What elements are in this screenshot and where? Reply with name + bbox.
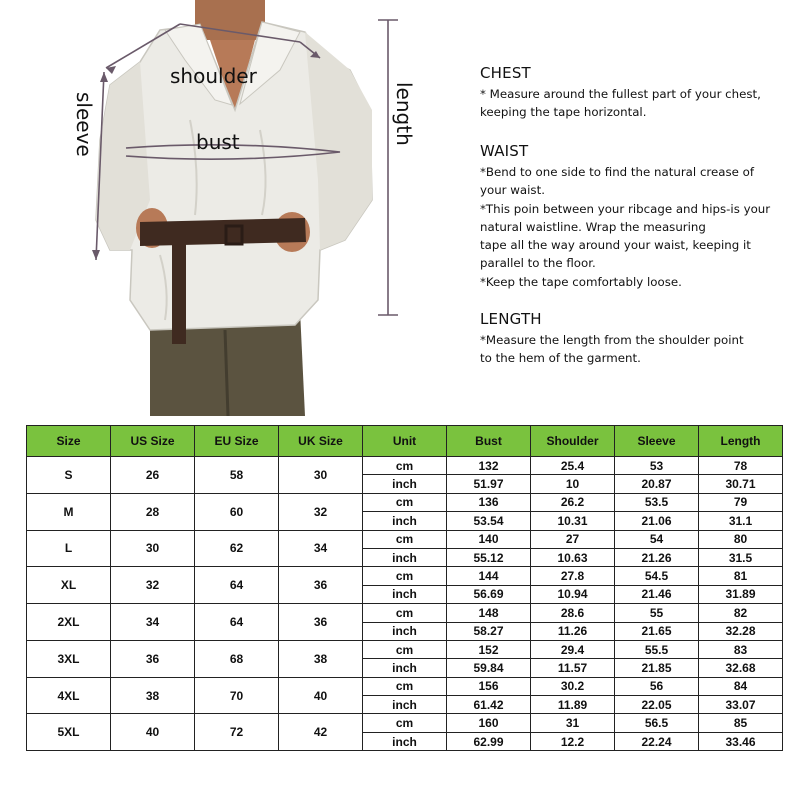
shoulder-cell: 31 <box>531 714 615 732</box>
us-size-cell: 32 <box>111 567 195 604</box>
waist-line: tape all the way around your waist, keeping it <box>480 238 751 253</box>
eu-size-cell: 60 <box>195 493 279 530</box>
bust-cell: 160 <box>447 714 531 732</box>
waist-line: parallel to the floor. <box>480 256 596 271</box>
table-row <box>27 640 783 658</box>
length-cell: 82 <box>699 604 783 622</box>
sleeve-cell: 54.5 <box>615 567 699 585</box>
shoulder-cell: 27 <box>531 530 615 548</box>
eu-size-cell: 70 <box>195 677 279 714</box>
sleeve-cell: 21.85 <box>615 659 699 677</box>
length-cell: 83 <box>699 640 783 658</box>
sleeve-cell: 55 <box>615 604 699 622</box>
size-chart-table <box>26 425 783 751</box>
eu-size-cell: 72 <box>195 714 279 751</box>
size-cell: 5XL <box>27 714 111 751</box>
bust-cell: 53.54 <box>447 512 531 530</box>
eu-size-cell: 62 <box>195 530 279 567</box>
bust-cell: 132 <box>447 457 531 475</box>
table-row <box>27 677 783 695</box>
length-cell: 31.89 <box>699 585 783 603</box>
bust-cell: 51.97 <box>447 475 531 493</box>
uk-size-cell: 36 <box>279 604 363 641</box>
shoulder-cell: 11.89 <box>531 696 615 714</box>
unit-inch-cell: inch <box>363 512 447 530</box>
size-table-body <box>27 457 783 751</box>
unit-inch-cell: inch <box>363 622 447 640</box>
waist-line: *Bend to one side to find the natural crease of <box>480 165 755 179</box>
length-cell: 79 <box>699 493 783 511</box>
length-cell: 85 <box>699 714 783 732</box>
uk-size-cell: 38 <box>279 640 363 677</box>
length-cell: 81 <box>699 567 783 585</box>
sleeve-cell: 21.06 <box>615 512 699 530</box>
waist-line: natural waistline. Wrap the measuring <box>480 219 706 234</box>
eu-size-cell: 68 <box>195 640 279 677</box>
unit-inch-cell: inch <box>363 732 447 750</box>
chest-line: keeping the tape horizontal. <box>480 105 647 120</box>
shoulder-cell: 25.4 <box>531 457 615 475</box>
size-cell: 4XL <box>27 677 111 714</box>
shoulder-cell: 27.8 <box>531 567 615 585</box>
sleeve-cell: 53.5 <box>615 493 699 511</box>
unit-cm-cell: cm <box>363 714 447 732</box>
uk-size-cell: 34 <box>279 530 363 567</box>
us-size-cell: 26 <box>111 457 195 494</box>
length-line: to the hem of the garment. <box>480 351 641 366</box>
sleeve-label: sleeve <box>72 92 96 157</box>
sleeve-cell: 21.65 <box>615 622 699 640</box>
chest-instructions <box>480 64 780 122</box>
bust-cell: 152 <box>447 640 531 658</box>
bust-cell: 156 <box>447 677 531 695</box>
shirt-illustration <box>0 0 420 416</box>
shoulder-cell: 10.31 <box>531 512 615 530</box>
header-size: Size <box>27 426 111 457</box>
unit-inch-cell: inch <box>363 475 447 493</box>
bust-cell: 59.84 <box>447 659 531 677</box>
length-cell: 30.71 <box>699 475 783 493</box>
shoulder-cell: 30.2 <box>531 677 615 695</box>
unit-cm-cell: cm <box>363 530 447 548</box>
shoulder-label: shoulder <box>170 64 257 88</box>
bust-cell: 55.12 <box>447 548 531 566</box>
unit-cm-cell: cm <box>363 457 447 475</box>
unit-cm-cell: cm <box>363 677 447 695</box>
header-uk-size: UK Size <box>279 426 363 457</box>
table-row <box>27 567 783 585</box>
length-cell: 33.46 <box>699 732 783 750</box>
shoulder-cell: 10.94 <box>531 585 615 603</box>
waist-line: *This poin between your ribcage and hips-is your <box>480 201 771 216</box>
header-shoulder: Shoulder <box>531 426 615 457</box>
size-cell: 3XL <box>27 640 111 677</box>
table-row <box>27 530 783 548</box>
size-cell: S <box>27 457 111 494</box>
us-size-cell: 36 <box>111 640 195 677</box>
shoulder-cell: 12.2 <box>531 732 615 750</box>
header-unit: Unit <box>363 426 447 457</box>
length-cell: 84 <box>699 677 783 695</box>
length-cell: 80 <box>699 530 783 548</box>
eu-size-cell: 58 <box>195 457 279 494</box>
shoulder-cell: 10.63 <box>531 548 615 566</box>
us-size-cell: 28 <box>111 493 195 530</box>
unit-inch-cell: inch <box>363 585 447 603</box>
sleeve-cell: 53 <box>615 457 699 475</box>
unit-cm-cell: cm <box>363 493 447 511</box>
length-line: *Measure the length from the shoulder point <box>480 333 744 347</box>
table-row <box>27 604 783 622</box>
table-row <box>27 493 783 511</box>
uk-size-cell: 42 <box>279 714 363 751</box>
us-size-cell: 30 <box>111 530 195 567</box>
shoulder-cell: 11.26 <box>531 622 615 640</box>
us-size-cell: 40 <box>111 714 195 751</box>
bust-cell: 61.42 <box>447 696 531 714</box>
bust-cell: 56.69 <box>447 585 531 603</box>
unit-cm-cell: cm <box>363 640 447 658</box>
unit-cm-cell: cm <box>363 567 447 585</box>
sleeve-cell: 55.5 <box>615 640 699 658</box>
sleeve-cell: 21.26 <box>615 548 699 566</box>
uk-size-cell: 36 <box>279 567 363 604</box>
length-cell: 31.5 <box>699 548 783 566</box>
eu-size-cell: 64 <box>195 604 279 641</box>
shoulder-cell: 29.4 <box>531 640 615 658</box>
length-cell: 33.07 <box>699 696 783 714</box>
header-us-size: US Size <box>111 426 195 457</box>
waist-line: *Keep the tape comfortably loose. <box>480 274 682 289</box>
shoulder-cell: 10 <box>531 475 615 493</box>
length-cell: 32.68 <box>699 659 783 677</box>
size-cell: L <box>27 530 111 567</box>
bust-cell: 62.99 <box>447 732 531 750</box>
bust-cell: 58.27 <box>447 622 531 640</box>
bust-cell: 136 <box>447 493 531 511</box>
shoulder-cell: 11.57 <box>531 659 615 677</box>
unit-inch-cell: inch <box>363 548 447 566</box>
bust-cell: 140 <box>447 530 531 548</box>
unit-cm-cell: cm <box>363 604 447 622</box>
bust-cell: 144 <box>447 567 531 585</box>
length-cell: 32.28 <box>699 622 783 640</box>
chest-line: * Measure around the fullest part of your chest, <box>480 87 761 101</box>
length-heading: LENGTH <box>480 310 542 328</box>
eu-size-cell: 64 <box>195 567 279 604</box>
sleeve-cell: 54 <box>615 530 699 548</box>
uk-size-cell: 40 <box>279 677 363 714</box>
size-cell: M <box>27 493 111 530</box>
header-eu-size: EU Size <box>195 426 279 457</box>
shoulder-cell: 26.2 <box>531 493 615 511</box>
chest-heading: CHEST <box>480 64 531 82</box>
header-bust: Bust <box>447 426 531 457</box>
length-cell: 31.1 <box>699 512 783 530</box>
sleeve-cell: 22.24 <box>615 732 699 750</box>
size-cell: 2XL <box>27 604 111 641</box>
bust-label: bust <box>196 130 240 154</box>
length-cell: 78 <box>699 457 783 475</box>
size-cell: XL <box>27 567 111 604</box>
table-header-row <box>27 426 783 457</box>
sleeve-cell: 22.05 <box>615 696 699 714</box>
header-length: Length <box>699 426 783 457</box>
shoulder-cell: 28.6 <box>531 604 615 622</box>
header-sleeve: Sleeve <box>615 426 699 457</box>
waist-line: your waist. <box>480 183 545 198</box>
product-photo <box>0 0 420 416</box>
length-label: length <box>392 82 416 146</box>
us-size-cell: 38 <box>111 677 195 714</box>
waist-heading: WAIST <box>480 142 529 160</box>
uk-size-cell: 30 <box>279 457 363 494</box>
sleeve-cell: 21.46 <box>615 585 699 603</box>
table-row <box>27 714 783 732</box>
unit-inch-cell: inch <box>363 696 447 714</box>
uk-size-cell: 32 <box>279 493 363 530</box>
sleeve-cell: 56.5 <box>615 714 699 732</box>
length-instructions <box>480 310 780 368</box>
us-size-cell: 34 <box>111 604 195 641</box>
sleeve-cell: 56 <box>615 677 699 695</box>
table-row <box>27 457 783 475</box>
waist-instructions <box>480 142 780 291</box>
sleeve-cell: 20.87 <box>615 475 699 493</box>
bust-cell: 148 <box>447 604 531 622</box>
unit-inch-cell: inch <box>363 659 447 677</box>
